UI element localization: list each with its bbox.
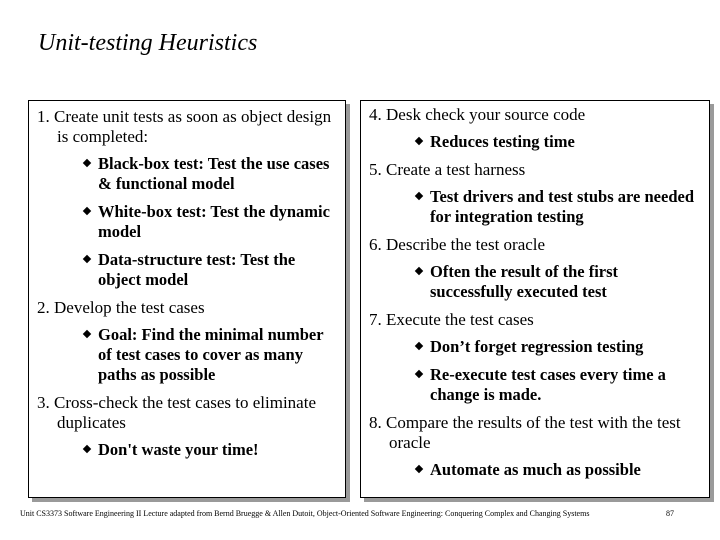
sub-bullet-text: Data-structure test: Test the object model (98, 250, 296, 289)
sub-bullet-text: Black-box test: Test the use cases & functional model (98, 154, 330, 193)
list-item: 7. Execute the test cases (369, 310, 534, 329)
diamond-bullet-icon (415, 267, 423, 275)
diamond-bullet-icon (83, 445, 91, 453)
diamond-bullet-icon (415, 137, 423, 145)
list-item: 2. Develop the test cases (37, 298, 205, 317)
left-content-box (28, 100, 346, 498)
diamond-bullet-icon (83, 255, 91, 263)
sub-bullet-item (369, 187, 701, 227)
list-item: 5. Create a test harness (369, 160, 526, 179)
sub-bullet-text: Often the result of the first successfully executed test (430, 262, 619, 301)
sub-bullet-text: Goal: Find the minimal number of test cases to cover as many paths as possible (98, 325, 324, 384)
sub-bullet-item (369, 460, 701, 480)
list-item: 6. Describe the test oracle (369, 235, 546, 254)
sub-bullet-text: Don't waste your time! (98, 440, 259, 459)
list-item: 4. Desk check your source code (369, 105, 586, 124)
sub-bullet-item (37, 202, 337, 242)
sub-bullet-text: White-box test: Test the dynamic model (98, 202, 330, 241)
list-item: 1. Create unit tests as soon as object design is completed: (37, 107, 332, 146)
sub-bullet-item (37, 154, 337, 194)
diamond-bullet-icon (83, 159, 91, 167)
sub-bullet-item (37, 325, 337, 385)
list-item: 3. Cross-check the test cases to eliminate duplicates (37, 393, 316, 432)
sub-bullet-item (369, 262, 701, 302)
diamond-bullet-icon (415, 370, 423, 378)
slide-title: Unit-testing Heuristics (38, 30, 258, 56)
right-content-box (360, 100, 710, 498)
list-item: 8. Compare the results of the test with the test oracle (369, 413, 681, 452)
sub-bullet-text: Test drivers and test stubs are needed for integration testing (430, 187, 695, 226)
diamond-bullet-icon (415, 192, 423, 200)
sub-bullet-text: Automate as much as possible (430, 460, 641, 479)
sub-bullet-item (37, 250, 337, 290)
diamond-bullet-icon (83, 330, 91, 338)
sub-bullet-text: Reduces testing time (430, 132, 575, 151)
footer-text: Unit CS3373 Software Engineering II Lecture adapted from Bernd Bruegge & Allen Dutoit, Object-Oriented Software Engineering: Conquering Complex and Changing Systems (20, 509, 590, 518)
page-number: 87 (666, 509, 674, 518)
sub-bullet-item (369, 337, 701, 357)
sub-bullet-item (369, 365, 701, 405)
diamond-bullet-icon (415, 342, 423, 350)
diamond-bullet-icon (83, 207, 91, 215)
sub-bullet-item (369, 132, 701, 152)
sub-bullet-item (37, 440, 337, 460)
sub-bullet-text: Re-execute test cases every time a change is made. (430, 365, 666, 404)
sub-bullet-text: Don’t forget regression testing (430, 337, 644, 356)
diamond-bullet-icon (415, 465, 423, 473)
